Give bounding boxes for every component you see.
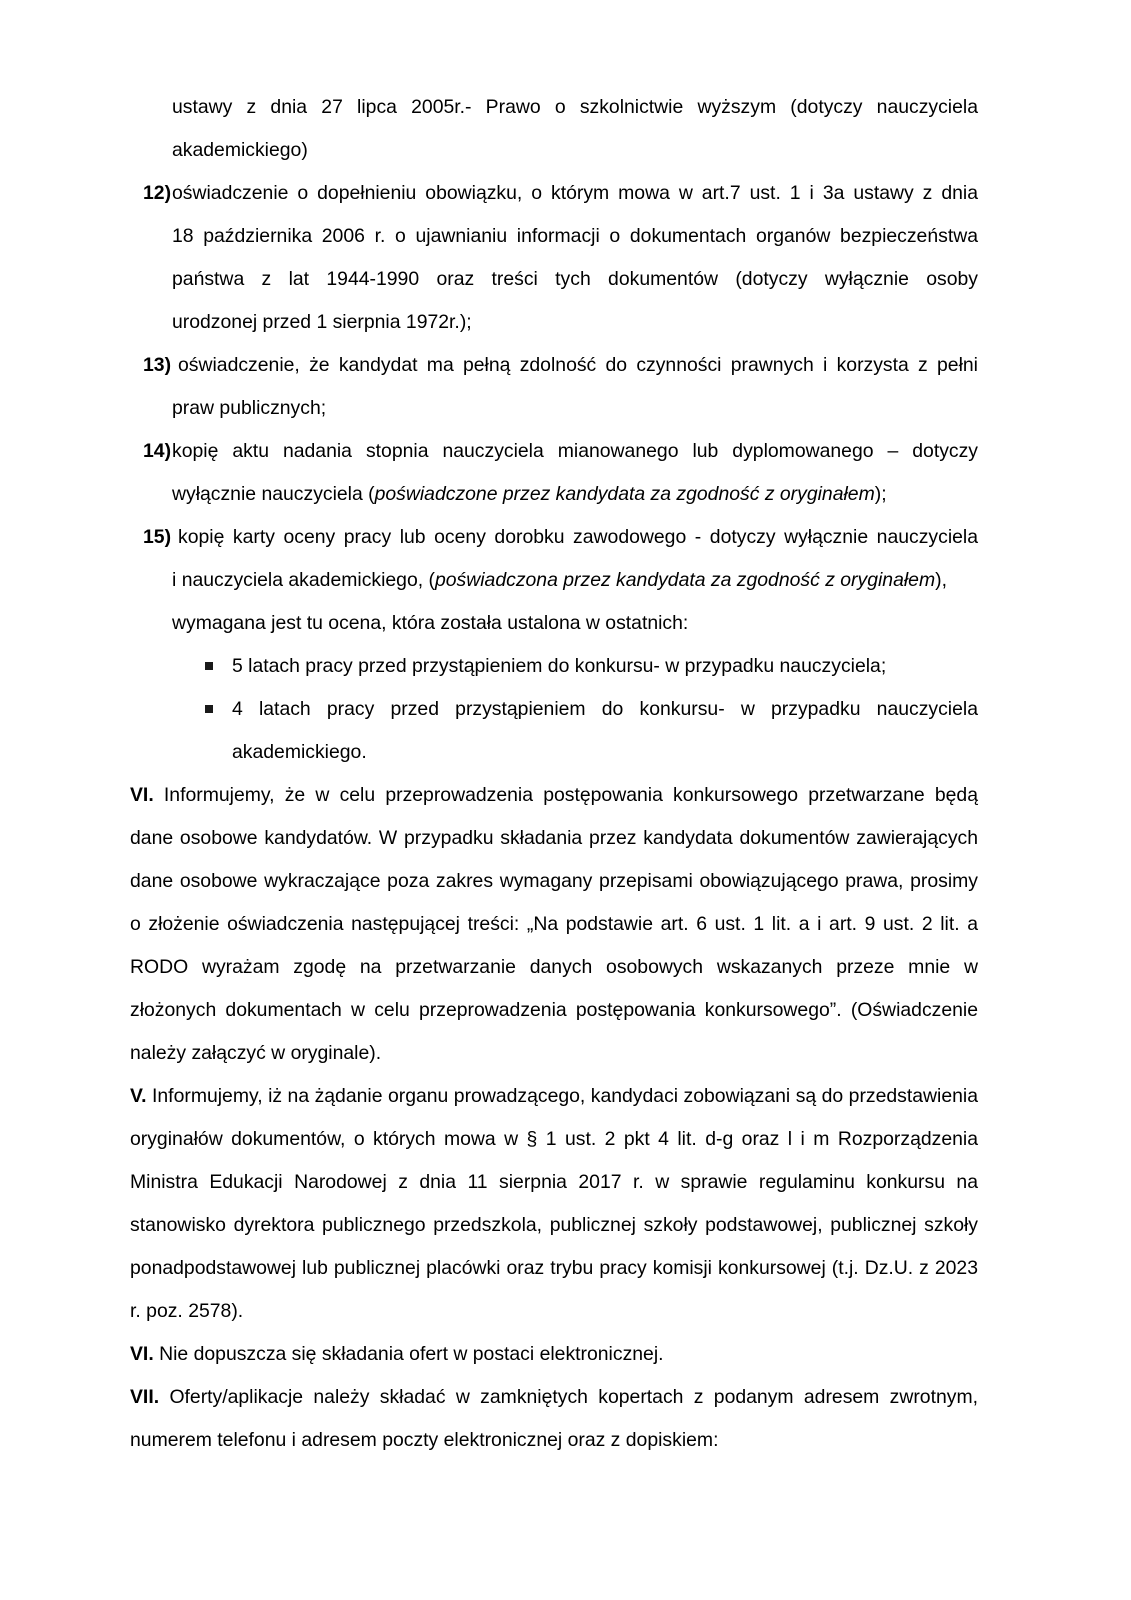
list-item-14-line-2 — [130, 473, 978, 516]
list-item-13-line-2: praw publicznych; — [172, 397, 327, 419]
section-v-numeral: V. — [130, 1085, 147, 1107]
list-item-13-number: 13) — [143, 354, 172, 376]
sub-bullet-1 — [130, 645, 978, 688]
list-item-13-line-1: oświadczenie, że kandydat ma pełną zdolność do czynności prawnych i korzysta z pełni — [178, 354, 978, 376]
list-item-12-line-1: oświadczenie o dopełnieniu obowiązku, o którym mowa w art.7 ust. 1 i 3a ustawy z dnia — [172, 182, 978, 204]
list-item-15-line-2 — [130, 559, 978, 602]
list-item-12-line-4: urodzonej przed 1 sierpnia 1972r.); — [172, 311, 472, 333]
list-item-15-line-2-prefix: i nauczyciela akademickiego, ( — [172, 569, 435, 591]
list-item-15 — [130, 516, 978, 559]
sub-bullet-2 — [130, 688, 978, 774]
continued-item-line-1: ustawy z dnia 27 lipca 2005r.- Prawo o szkolnictwie wyższym (dotyczy nauczyciela — [172, 96, 978, 118]
square-bullet-icon — [205, 662, 213, 670]
section-vi-b-numeral: VI. — [130, 1343, 154, 1365]
list-item-12-line-2: 18 października 2006 r. o ujawnianiu informacji o dokumentach organów bezpieczeństwa — [172, 225, 978, 247]
list-item-15-line-1: kopię karty oceny pracy lub oceny dorobku zawodowego - dotyczy wyłącznie nauczyciela — [178, 526, 978, 548]
section-vii-submission — [130, 1376, 978, 1462]
section-vi-numeral: VI. — [130, 784, 154, 806]
list-item-14-number: 14) — [143, 440, 172, 462]
list-item-12-number: 12) — [143, 182, 172, 204]
list-item-15-number: 15) — [143, 526, 172, 548]
list-item-12 — [130, 172, 978, 215]
section-vi-text: Informujemy, że w celu przeprowadzenia postępowania konkursowego przetwarzane będą dane osobowe kandydatów. W przypadku składania przez kandydata dokumentów zawierających dane osobowe wykraczające poza zakres wymagany przepisami obowiązującego prawa, prosimy o złożenie oświadczenia następującej treści: „Na podstawie art. 6 ust. 1 lit. a i art. 9 ust. 2 lit. a RODO wyrażam zgodę na przetwarzanie danych osobowych wskazanych przeze mnie w złożonych dokumentach w celu przeprowadzenia postępowania konkursowego”. (Oświadczenie należy załączyć w oryginale). — [130, 784, 978, 1064]
continued-item-line-2: akademickiego) — [172, 139, 308, 161]
list-item-12-line-3: państwa z lat 1944-1990 oraz treści tych dokumentów (dotyczy wyłącznie osoby — [172, 268, 978, 290]
list-item-15-line-2-suffix: ), — [935, 569, 947, 591]
section-vii-text: Oferty/aplikacje należy składać w zamkniętych kopertach z podanym adresem zwrotnym, numerem telefonu i adresem poczty elektronicznej oraz z dopiskiem: — [130, 1386, 978, 1451]
list-item-14-line-1: kopię aktu nadania stopnia nauczyciela mianowanego lub dyplomowanego – dotyczy — [172, 440, 978, 462]
list-item-15-line-3: wymagana jest tu ocena, która została ustalona w ostatnich: — [172, 612, 689, 634]
list-item-14-line-2-prefix: wyłącznie nauczyciela ( — [172, 483, 375, 505]
section-vi-b-text: Nie dopuszcza się składania ofert w postaci elektronicznej. — [159, 1343, 664, 1365]
section-vi-no-electronic — [130, 1333, 978, 1376]
list-item-15-certification-note: poświadczona przez kandydata za zgodność z oryginałem — [434, 569, 936, 591]
list-item-14-certification-note: poświadczone przez kandydata za zgodność z oryginałem — [374, 483, 875, 505]
sub-bullet-2-label: 4 latach pracy przed przystąpieniem do konkursu- w przypadku nauczyciela akademickiego. — [232, 698, 978, 763]
section-v-text: Informujemy, iż na żądanie organu prowadzącego, kandydaci zobowiązani są do przedstawienia oryginałów dokumentów, o których mowa w § 1 ust. 2 pkt 4 lit. d-g oraz l i m Rozporządzenia Ministra Edukacji Narodowej z dnia 11 sierpnia 2017 r. w sprawie regulaminu konkursu na stanowisko dyrektora publicznego przedszkola, publicznej szkoły podstawowej, publicznej szkoły ponadpodstawowej lub publicznej placówki oraz trybu pracy komisji konkursowej (t.j. Dz.U. z 2023 r. poz. 2578). — [130, 1085, 979, 1322]
section-vi-rodo — [130, 774, 978, 1075]
section-v-originals — [130, 1075, 978, 1333]
list-item-13 — [130, 344, 978, 387]
section-vii-numeral: VII. — [130, 1386, 160, 1408]
square-bullet-icon — [205, 705, 213, 713]
list-item-14-line-2-suffix: ); — [874, 483, 887, 505]
list-item-14 — [130, 430, 978, 473]
sub-bullet-1-label: 5 latach pracy przed przystąpieniem do konkursu- w przypadku nauczyciela; — [232, 655, 887, 677]
